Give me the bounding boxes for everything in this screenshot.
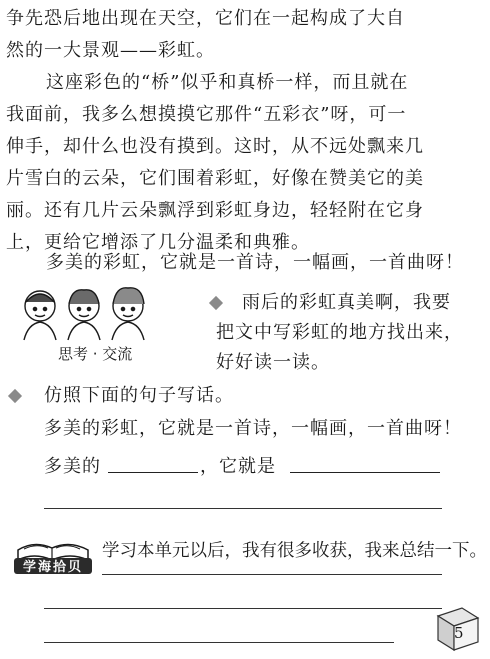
discussion-text: 好好读一读。 <box>216 352 330 373</box>
child-icon <box>24 291 56 340</box>
page-number: 5 <box>454 624 464 642</box>
diamond-bullet-icon <box>209 296 223 310</box>
discussion-text: 雨后的彩虹真美啊，我要 <box>242 292 451 313</box>
writing-line[interactable] <box>102 574 442 575</box>
discussion-label: 思考 · 交流 <box>58 345 133 363</box>
passage-line: 伸手，却什么也没有摸到。这时，从不远处飘来几 <box>6 136 424 157</box>
diamond-bullet-icon <box>8 389 22 403</box>
discussion-text: 把文中写彩虹的地方找出来， <box>216 322 463 343</box>
answer-blank[interactable] <box>108 472 198 473</box>
writing-line[interactable] <box>44 608 442 609</box>
prompt-middle: ，它就是 <box>200 456 276 477</box>
passage-line: 片雪白的云朵，它们围着彩虹，好像在赞美它的美 <box>6 168 424 189</box>
example-sentence: 多美的彩虹，它就是一首诗，一幅画，一首曲呀！ <box>44 418 462 439</box>
passage-line: 上，更给它增添了几分温柔和典雅。 <box>6 232 310 253</box>
prompt-start: 多美的 <box>44 456 101 477</box>
child-icon <box>112 288 144 340</box>
passage-line: 然的一大景观——彩虹。 <box>6 40 215 61</box>
section-badge: 学海拾贝 <box>22 560 83 575</box>
child-icon <box>68 290 100 340</box>
writing-line[interactable] <box>44 508 442 509</box>
passage-line: 多美的彩虹，它就是一首诗，一幅画，一首曲呀！ <box>46 252 464 273</box>
children-illustration <box>16 282 166 342</box>
exercise-instruction: 仿照下面的句子写话。 <box>44 385 234 406</box>
summary-text: 学习本单元以后，我有很多收获，我来总结一下。 <box>102 541 487 561</box>
answer-blank[interactable] <box>290 472 440 473</box>
passage-line: 这座彩色的“桥”似乎和真桥一样，而且就在 <box>46 72 409 93</box>
passage-line: 我面前，我多么想摸摸它那件“五彩衣”呀，可一 <box>6 104 407 125</box>
passage-line: 丽。还有几片云朵飘浮到彩虹身边，轻轻附在它身 <box>6 200 424 221</box>
passage-line: 争先恐后地出现在天空，它们在一起构成了大自 <box>6 8 405 29</box>
writing-line[interactable] <box>44 642 394 643</box>
